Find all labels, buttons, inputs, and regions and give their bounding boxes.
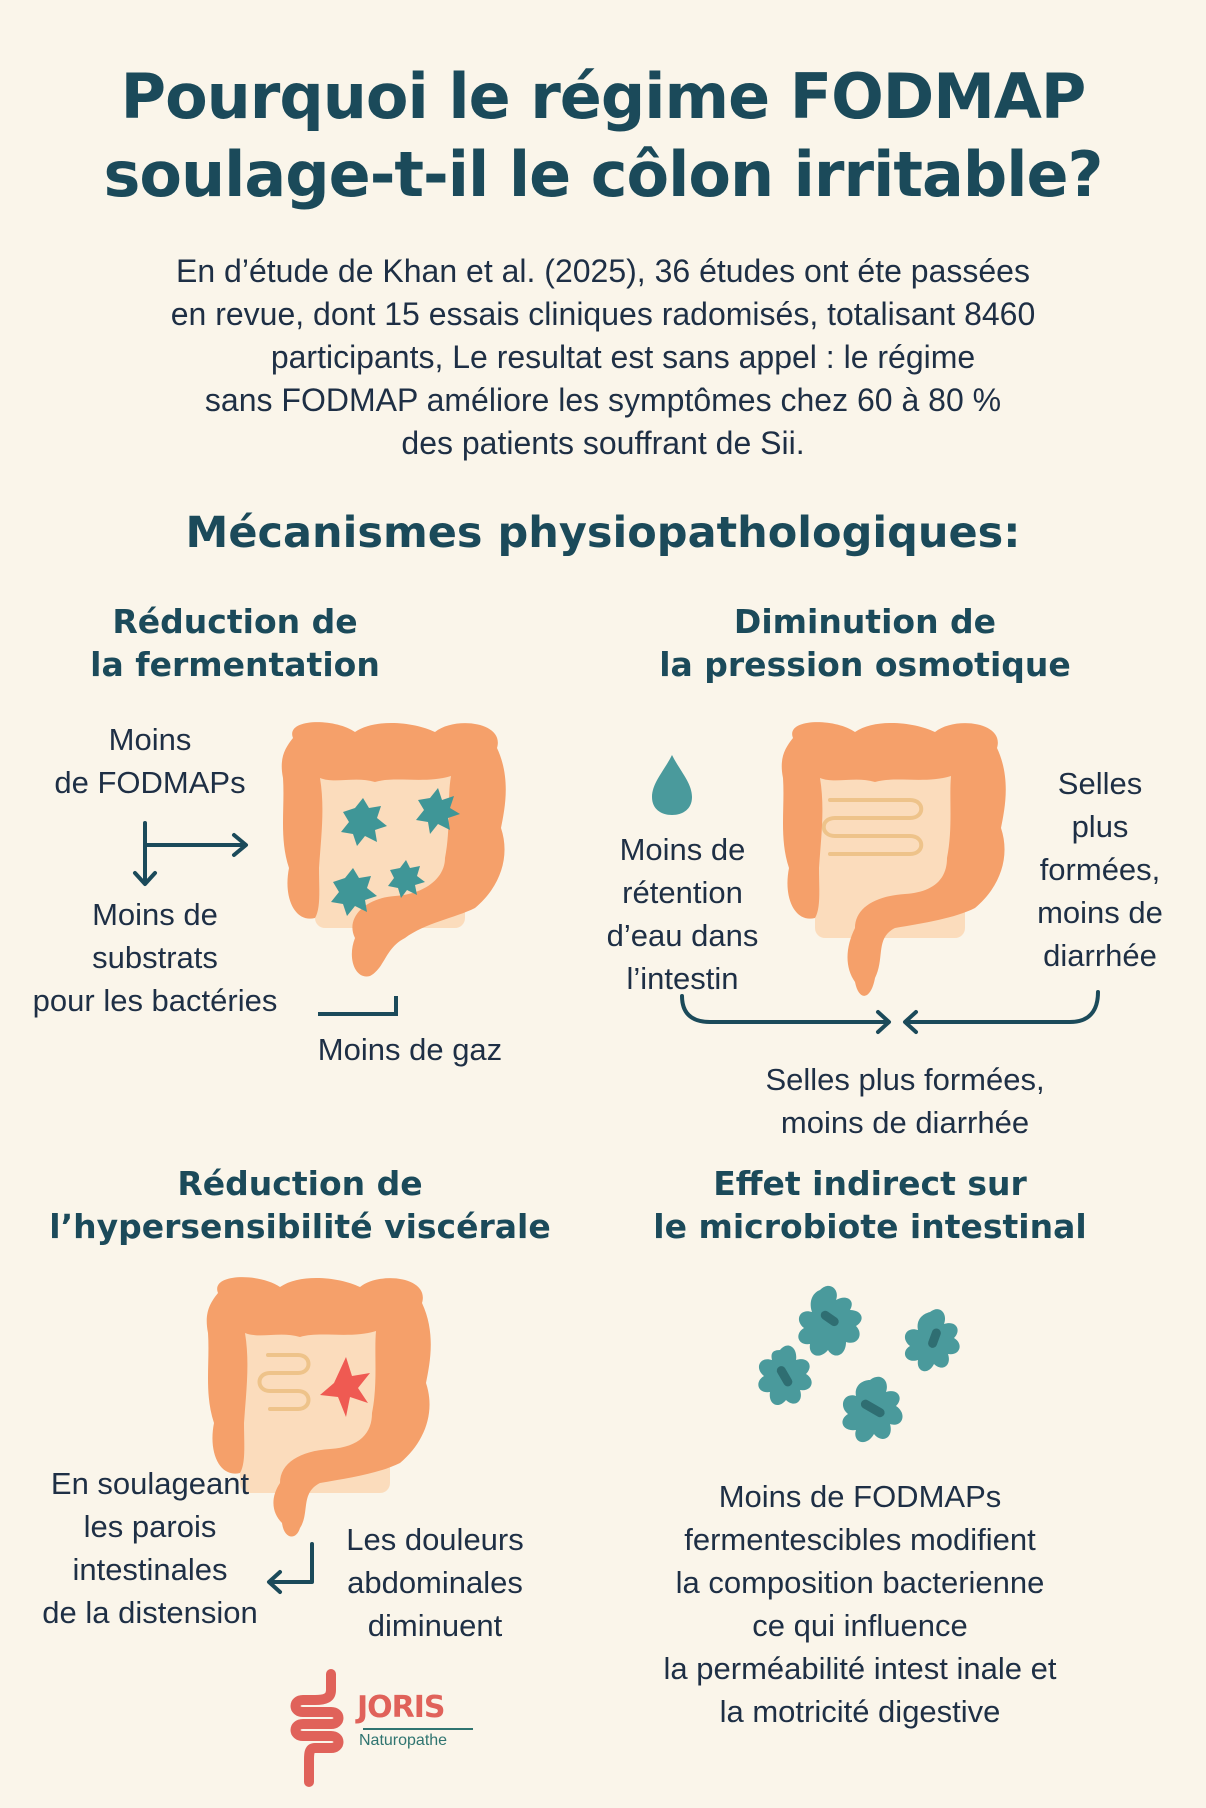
label-less-substrates bbox=[10, 893, 300, 1022]
title-line-1: Pourquoi le régime FODMAP bbox=[120, 60, 1086, 133]
label-line: pour les bactéries bbox=[32, 983, 278, 1018]
mechanism-title-microbiota bbox=[620, 1162, 1120, 1248]
bacteria-cluster-icon bbox=[750, 1280, 990, 1480]
label-line: les parois bbox=[83, 1509, 217, 1544]
intro-line: participants, Le resultat est sans appel : le régime bbox=[270, 339, 976, 375]
label-line: diminuent bbox=[367, 1608, 503, 1643]
label-stools-side bbox=[1020, 762, 1180, 977]
return-arrow-icon bbox=[262, 1540, 322, 1600]
label-less-fodmaps bbox=[20, 718, 280, 804]
logo-name: JORIS bbox=[357, 1690, 445, 1725]
branch-arrow-icon bbox=[120, 815, 260, 895]
label-line: de FODMAPs bbox=[54, 765, 246, 800]
page-title bbox=[0, 58, 1206, 214]
title-line: l’hypersensibilité viscérale bbox=[49, 1207, 551, 1246]
connector-line-icon bbox=[310, 990, 400, 1020]
label-line: rétention bbox=[622, 875, 743, 910]
label-line: En soulageant bbox=[50, 1466, 250, 1501]
logo bbox=[285, 1668, 485, 1788]
logo-divider bbox=[363, 1728, 473, 1730]
label-line: Moins de FODMAPs bbox=[718, 1479, 1002, 1514]
title-line: Effet indirect sur bbox=[713, 1164, 1027, 1203]
label-microbiota-description bbox=[620, 1475, 1100, 1733]
label-line: Moins de bbox=[619, 832, 746, 867]
label-line: Les douleurs bbox=[346, 1522, 524, 1557]
converging-arrows-icon bbox=[670, 990, 1110, 1040]
colon-intestine-icon bbox=[775, 718, 1015, 1003]
section-heading: Mécanismes physiopathologiques: bbox=[185, 508, 1021, 558]
label-line: Selles bbox=[1057, 766, 1143, 801]
label-line: Selles plus formées, bbox=[765, 1062, 1045, 1097]
mechanism-title-fermentation bbox=[60, 600, 410, 686]
label-line: fermentescibles modifient bbox=[684, 1522, 1036, 1557]
label-line: Moins de bbox=[92, 897, 218, 932]
label-line: d’eau dans bbox=[606, 918, 759, 953]
label-line: de la distension bbox=[42, 1595, 258, 1630]
label-line: formées, bbox=[1039, 852, 1161, 887]
label-line: la composition bacterienne bbox=[675, 1565, 1045, 1600]
label-pain-decrease bbox=[330, 1518, 540, 1647]
mechanism-title-visceral-hypersensitivity bbox=[30, 1162, 570, 1248]
label-line: intestinales bbox=[72, 1552, 228, 1587]
label-line: l’intestin bbox=[626, 961, 739, 996]
label-line: Moins bbox=[108, 722, 192, 757]
label-line: moins de diarrhée bbox=[780, 1105, 1030, 1140]
title-line: le microbiote intestinal bbox=[653, 1207, 1087, 1246]
title-line: Diminution de bbox=[733, 602, 997, 641]
label-less-water-retention bbox=[585, 828, 780, 1000]
title-line: la fermentation bbox=[90, 645, 380, 684]
mechanism-title-osmotic-pressure bbox=[640, 600, 1090, 686]
intro-paragraph bbox=[100, 250, 1106, 465]
label-line: la motricité digestive bbox=[719, 1694, 1001, 1729]
title-line-2: soulage-t-il le côlon irritable? bbox=[103, 138, 1103, 211]
title-line: Réduction de bbox=[177, 1164, 423, 1203]
colon-bacteria-icon bbox=[275, 718, 515, 980]
intestine-logo-icon bbox=[285, 1668, 355, 1788]
label-less-gas: Moins de gaz bbox=[317, 1032, 503, 1067]
logo-subtitle: Naturopathe bbox=[359, 1732, 448, 1749]
intro-line: en revue, dont 15 essais cliniques radomisés, totalisant 8460 bbox=[170, 296, 1036, 332]
title-line: la pression osmotique bbox=[659, 645, 1071, 684]
intro-line: des patients souffrant de Sii. bbox=[401, 425, 805, 461]
label-line: substrats bbox=[92, 940, 218, 975]
label-line: abdominales bbox=[347, 1565, 523, 1600]
intro-line: sans FODMAP améliore les symptômes chez 60 à 80 % bbox=[204, 382, 1002, 418]
intro-line: En d’étude de Khan et al. (2025), 36 études ont éte passées bbox=[176, 253, 1030, 289]
label-line: la perméabilité intest inale et bbox=[663, 1651, 1057, 1686]
label-stools-result bbox=[700, 1058, 1110, 1144]
label-line: moins de bbox=[1037, 895, 1163, 930]
label-relief-distension bbox=[20, 1462, 280, 1634]
title-line: Réduction de bbox=[112, 602, 358, 641]
label-line: plus bbox=[1071, 809, 1129, 844]
label-line: ce qui influence bbox=[752, 1608, 968, 1643]
water-drop-icon bbox=[650, 753, 694, 817]
label-line: diarrhée bbox=[1043, 938, 1157, 973]
